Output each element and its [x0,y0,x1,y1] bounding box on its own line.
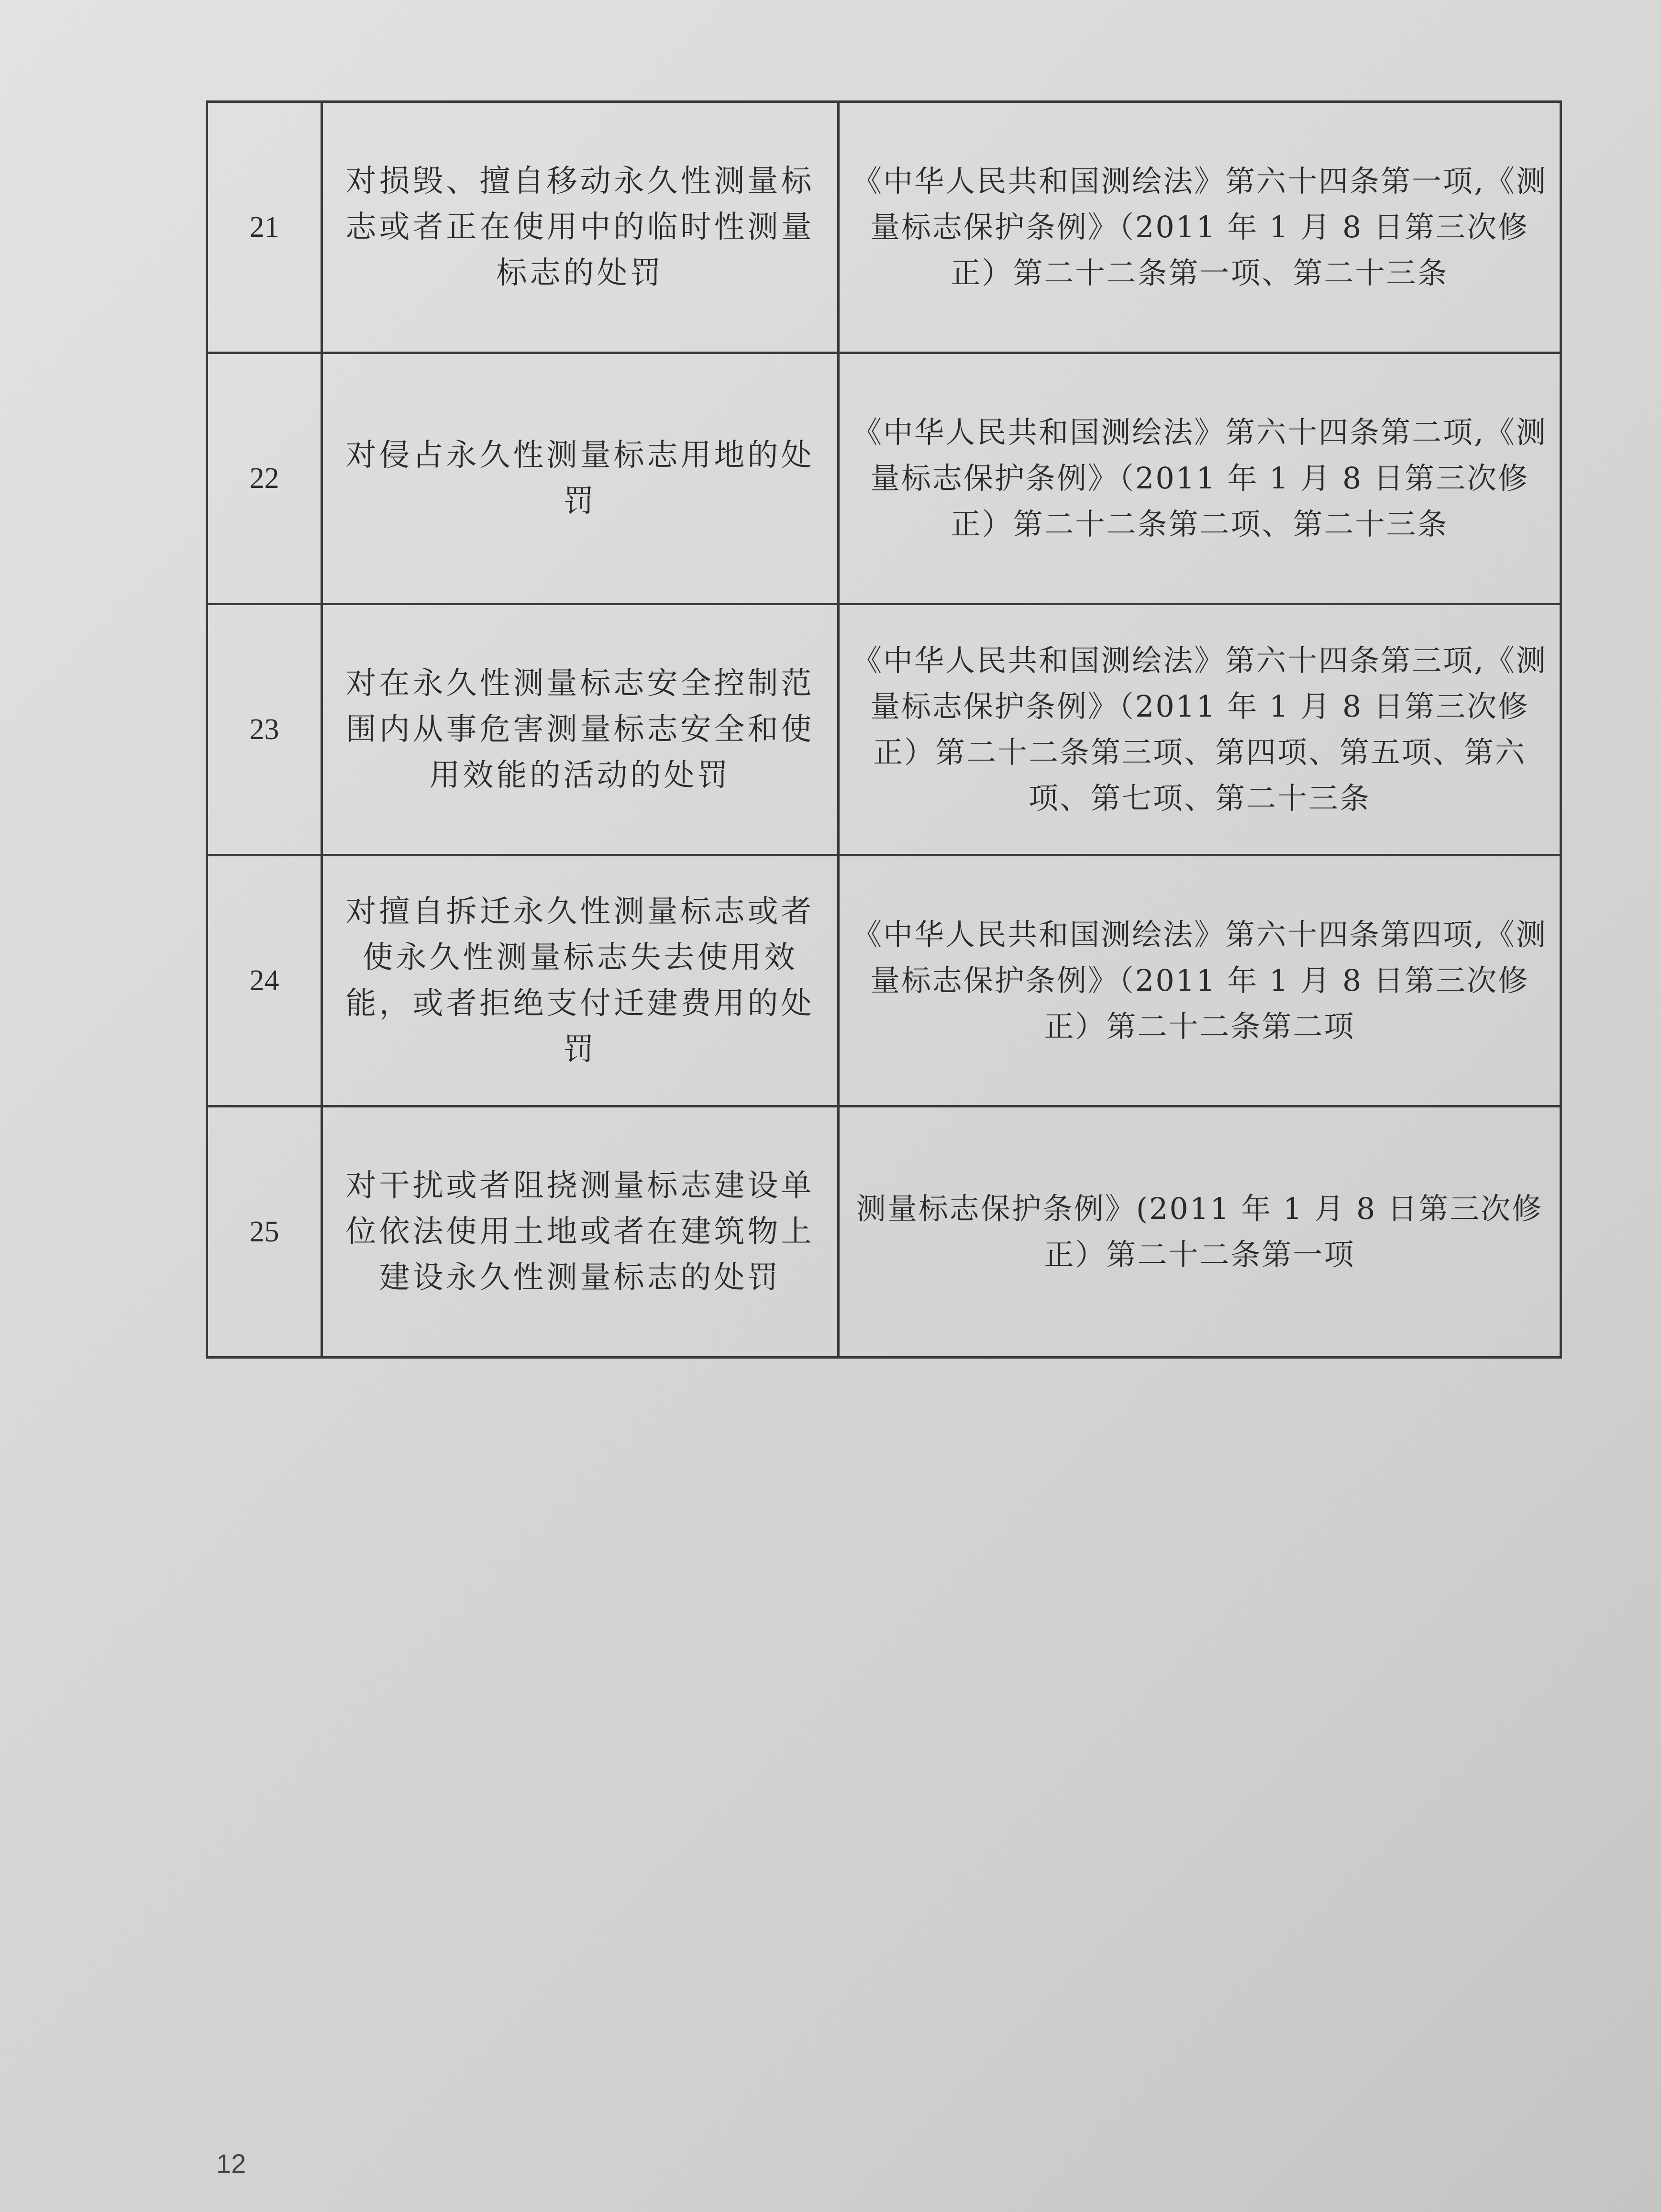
page-number: 12 [216,2148,246,2179]
row-number: 21 [207,102,322,353]
table-row [207,604,1561,855]
legal-basis: 《中华人民共和国测绘法》第六十四条第四项,《测量标志保护条例》（2011 年 1 月 8 日第三次修正）第二十二条第二项 [839,855,1561,1106]
table-row [207,353,1561,604]
penalty-item: 对损毁、擅自移动永久性测量标志或者正在使用中的临时性测量标志的处罚 [322,102,839,353]
legal-basis: 测量标志保护条例》(2011 年 1 月 8 日第三次修正）第二十二条第一项 [839,1106,1561,1358]
row-number: 24 [207,855,322,1106]
row-number: 25 [207,1106,322,1358]
penalty-item: 对侵占永久性测量标志用地的处罚 [322,353,839,604]
legal-basis: 《中华人民共和国测绘法》第六十四条第二项,《测量标志保护条例》（2011 年 1 月 8 日第三次修正）第二十二条第二项、第二十三条 [839,353,1561,604]
legal-basis: 《中华人民共和国测绘法》第六十四条第一项,《测量标志保护条例》（2011 年 1 月 8 日第三次修正）第二十二条第一项、第二十三条 [839,102,1561,353]
row-number: 23 [207,604,322,855]
penalty-item: 对擅自拆迁永久性测量标志或者使永久性测量标志失去使用效能，或者拒绝支付迁建费用的处罚 [322,855,839,1106]
row-number: 22 [207,353,322,604]
penalty-item: 对在永久性测量标志安全控制范围内从事危害测量标志安全和使用效能的活动的处罚 [322,604,839,855]
table-row [207,102,1561,353]
penalty-items-table [206,100,1562,1359]
table-row [207,1106,1561,1358]
table-row [207,855,1561,1106]
penalty-item: 对干扰或者阻挠测量标志建设单位依法使用土地或者在建筑物上建设永久性测量标志的处罚 [322,1106,839,1358]
legal-basis: 《中华人民共和国测绘法》第六十四条第三项,《测量标志保护条例》（2011 年 1 月 8 日第三次修正）第二十二条第三项、第四项、第五项、第六项、第七项、第二十三条 [839,604,1561,855]
